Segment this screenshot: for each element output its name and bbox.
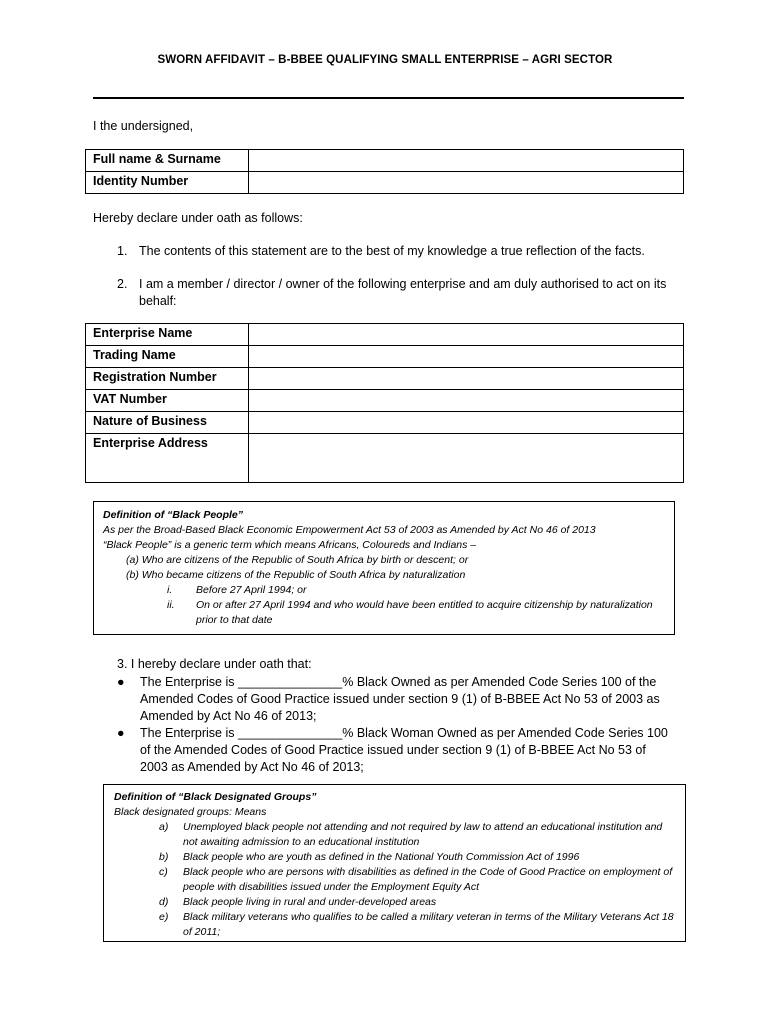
field-label: Full name & Surname: [86, 150, 249, 172]
item-text: Black people who are youth as defined in the National Youth Commission Act of 1996: [183, 851, 580, 863]
item-number: 1.: [117, 244, 128, 258]
black-people-definition-box: [93, 501, 675, 635]
declare-intro: Hereby declare under oath as follows:: [93, 211, 303, 225]
subclause-text: Before 27 April 1994; or: [196, 584, 307, 596]
field-label: VAT Number: [86, 390, 249, 412]
bullet-item: [115, 725, 675, 776]
definition-item: [114, 910, 675, 940]
definition-item: [114, 895, 675, 910]
section3-bullets: [115, 674, 675, 776]
bullet-icon: ●: [117, 726, 125, 740]
bullet-text: The Enterprise is _______________% Black Woman Owned as per Amended Code Series 100 of the Amended Codes of Good Practice issued under section 9 (1) of B-BBEE Act No 53 of 2003 as Amended by Act No 46 of 2013;: [140, 726, 668, 774]
designated-groups-definition-box: [103, 784, 686, 942]
full-name-input[interactable]: [249, 150, 684, 172]
list-item: [117, 243, 677, 260]
definition-heading: Definition of “Black Designated Groups”: [114, 791, 317, 803]
item-number: 2.: [117, 277, 128, 291]
definition-item: [114, 820, 675, 850]
field-label: Registration Number: [86, 368, 249, 390]
item-letter: e): [159, 911, 169, 923]
item-text: Unemployed black people not attending and not required by law to attend an educational institution and not awaiting admission to an educational institution: [183, 821, 663, 848]
field-label: Identity Number: [86, 172, 249, 194]
table-row: [86, 324, 684, 346]
registration-number-input[interactable]: [249, 368, 684, 390]
item-text: I am a member / director / owner of the following enterprise and am duly authorised to act on its behalf:: [139, 277, 667, 308]
identity-table: [85, 149, 684, 194]
bullet-item: [115, 674, 675, 725]
bullet-text: The Enterprise is _______________% Black Owned as per Amended Code Series 100 of the Amended Codes of Good Practice issued under section 9 (1) of B-BBEE Act No 53 of 2003 as Amended by Act No 46 of 2013;: [140, 675, 660, 723]
field-label: Enterprise Address: [86, 434, 249, 483]
intro-text: I the undersigned,: [93, 119, 194, 133]
item-letter: a): [159, 821, 169, 833]
bullet-icon: ●: [117, 675, 125, 689]
item-text: Black military veterans who qualifies to be called a military veteran in terms of the Military Veterans Act 18 of 2011;: [183, 911, 674, 938]
definition-clause-b: (b) Who became citizens of the Republic of South Africa by naturalization: [126, 569, 466, 581]
table-row: [86, 390, 684, 412]
item-text: Black people who are persons with disabilities as defined in the Code of Good Practice on employment of people with disabilities issued under the Employment Equity Act: [183, 866, 673, 893]
definition-subclause: [103, 598, 665, 628]
vat-number-input[interactable]: [249, 390, 684, 412]
section3-intro: 3. I hereby declare under oath that:: [117, 657, 312, 671]
table-row: [86, 434, 684, 483]
item-letter: c): [159, 866, 168, 878]
definition-line: “Black People” is a generic term which means Africans, Coloureds and Indians –: [103, 539, 477, 551]
definition-subclause: [103, 583, 665, 598]
table-row: [86, 150, 684, 172]
trading-name-input[interactable]: [249, 346, 684, 368]
item-letter: b): [159, 851, 169, 863]
definition-item: [114, 850, 675, 865]
list-item: [117, 276, 677, 310]
field-label: Trading Name: [86, 346, 249, 368]
subclause-number: ii.: [167, 599, 175, 611]
nature-of-business-input[interactable]: [249, 412, 684, 434]
title-divider: [93, 97, 684, 99]
table-row: [86, 368, 684, 390]
document-title: SWORN AFFIDAVIT – B-BBEE QUALIFYING SMALL ENTERPRISE – AGRI SECTOR: [157, 54, 613, 66]
identity-number-input[interactable]: [249, 172, 684, 194]
item-text: The contents of this statement are to the best of my knowledge a true reflection of the facts.: [139, 244, 645, 258]
item-letter: d): [159, 896, 169, 908]
field-label: Enterprise Name: [86, 324, 249, 346]
enterprise-table: [85, 323, 684, 483]
definition-line: Black designated groups: Means: [114, 806, 267, 818]
definition-heading: Definition of “Black People”: [103, 509, 244, 521]
subclause-number: i.: [167, 584, 173, 596]
enterprise-name-input[interactable]: [249, 324, 684, 346]
definition-clause-a: (a) Who are citizens of the Republic of South Africa by birth or descent; or: [126, 554, 469, 566]
definition-line: As per the Broad-Based Black Economic Empowerment Act 53 of 2003 as Amended by Act No 46 of 2013: [103, 524, 596, 536]
enterprise-address-input[interactable]: [249, 434, 684, 483]
definition-item: [114, 865, 675, 895]
table-row: [86, 172, 684, 194]
field-label: Nature of Business: [86, 412, 249, 434]
item-text: Black people living in rural and under-developed areas: [183, 896, 437, 908]
table-row: [86, 346, 684, 368]
table-row: [86, 412, 684, 434]
subclause-text: On or after 27 April 1994 and who would have been entitled to acquire citizenship by naturalization prior to that date: [196, 599, 653, 626]
